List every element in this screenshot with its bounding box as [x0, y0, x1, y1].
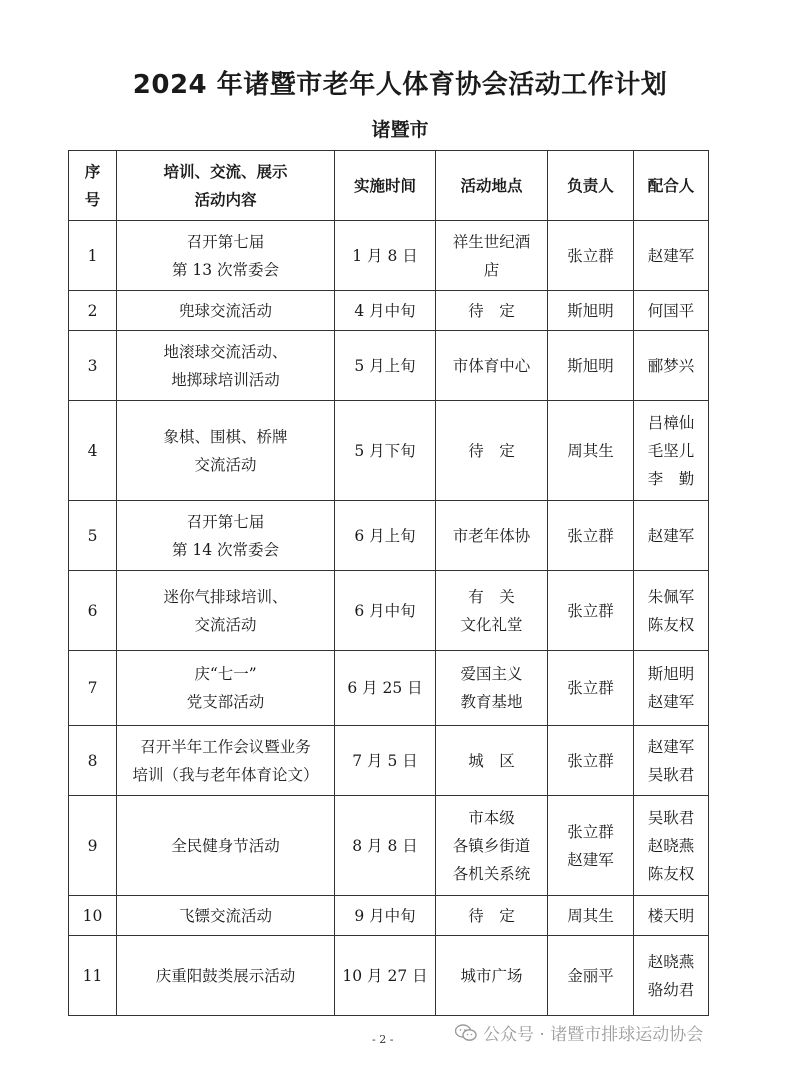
cell-assistant: 朱佩军 陈友权 — [634, 571, 709, 651]
cell-time: 9 月中旬 — [335, 896, 436, 936]
cell-index: 8 — [69, 726, 117, 796]
cell-location: 有 关 文化礼堂 — [436, 571, 548, 651]
cell-assistant: 赵建军 — [634, 501, 709, 571]
cell-owner: 张立群 — [548, 726, 634, 796]
cell-time: 5 月上旬 — [335, 331, 436, 401]
cell-time: 5 月下旬 — [335, 401, 436, 501]
cell-owner: 周其生 — [548, 401, 634, 501]
cell-activity: 全民健身节活动 — [117, 796, 335, 896]
cell-activity: 迷你气排球培训、 交流活动 — [117, 571, 335, 651]
document-title: 2024 年诸暨市老年人体育协会活动工作计划 — [132, 70, 668, 100]
header-activity: 培训、交流、展示 活动内容 — [117, 151, 335, 221]
cell-activity: 召开第七届 第 13 次常委会 — [117, 221, 335, 291]
cell-index: 4 — [69, 401, 117, 501]
table-header-row — [69, 151, 709, 221]
header-location: 活动地点 — [436, 151, 548, 221]
cell-assistant: 赵晓燕 骆幼君 — [634, 936, 709, 1016]
table-row — [69, 221, 709, 291]
header-assistant: 配合人 — [634, 151, 709, 221]
cell-index: 3 — [69, 331, 117, 401]
watermark-text: 公众号 · 诸暨市排球运动协会 — [483, 1025, 704, 1045]
cell-assistant: 赵建军 吴耿君 — [634, 726, 709, 796]
cell-activity: 庆“七一” 党支部活动 — [117, 651, 335, 726]
cell-location: 待 定 — [436, 896, 548, 936]
document-subtitle: 诸暨市 — [371, 119, 429, 141]
table-row — [69, 331, 709, 401]
cell-time: 6 月 25 日 — [335, 651, 436, 726]
cell-assistant: 郦梦兴 — [634, 331, 709, 401]
cell-assistant: 吕樟仙 毛坚儿 李 勤 — [634, 401, 709, 501]
cell-index: 1 — [69, 221, 117, 291]
cell-activity: 地滚球交流活动、 地掷球培训活动 — [117, 331, 335, 401]
table-row — [69, 501, 709, 571]
cell-activity: 召开第七届 第 14 次常委会 — [117, 501, 335, 571]
cell-location: 祥生世纪酒 店 — [436, 221, 548, 291]
cell-location: 待 定 — [436, 291, 548, 331]
cell-activity: 庆重阳鼓类展示活动 — [117, 936, 335, 1016]
cell-activity: 象棋、围棋、桥牌 交流活动 — [117, 401, 335, 501]
cell-location: 市体育中心 — [436, 331, 548, 401]
wechat-watermark — [455, 1020, 703, 1045]
header-index: 序 号 — [69, 151, 117, 221]
cell-time: 10 月 27 日 — [335, 936, 436, 1016]
cell-time: 4 月中旬 — [335, 291, 436, 331]
table-row — [69, 291, 709, 331]
table-row — [69, 571, 709, 651]
cell-location: 待 定 — [436, 401, 548, 501]
cell-owner: 张立群 — [548, 221, 634, 291]
header-owner: 负责人 — [548, 151, 634, 221]
wechat-icon — [455, 1024, 477, 1042]
cell-activity: 召开半年工作会议暨业务 培训（我与老年体育论文） — [117, 726, 335, 796]
table-row — [69, 796, 709, 896]
cell-owner: 斯旭明 — [548, 331, 634, 401]
cell-location: 市老年体协 — [436, 501, 548, 571]
cell-location: 爱国主义 教育基地 — [436, 651, 548, 726]
table-row — [69, 936, 709, 1016]
cell-owner: 斯旭明 — [548, 291, 634, 331]
cell-assistant: 何国平 — [634, 291, 709, 331]
cell-index: 9 — [69, 796, 117, 896]
activity-plan-table — [68, 150, 709, 1016]
cell-assistant: 斯旭明 赵建军 — [634, 651, 709, 726]
cell-index: 5 — [69, 501, 117, 571]
table-row — [69, 896, 709, 936]
cell-owner: 张立群 — [548, 651, 634, 726]
cell-location: 城市广场 — [436, 936, 548, 1016]
cell-activity: 飞镖交流活动 — [117, 896, 335, 936]
cell-owner: 周其生 — [548, 896, 634, 936]
cell-activity: 兜球交流活动 — [117, 291, 335, 331]
header-time: 实施时间 — [335, 151, 436, 221]
cell-owner: 张立群 — [548, 501, 634, 571]
cell-owner: 张立群 赵建军 — [548, 796, 634, 896]
cell-assistant: 吴耿君 赵晓燕 陈友权 — [634, 796, 709, 896]
cell-index: 7 — [69, 651, 117, 726]
cell-index: 10 — [69, 896, 117, 936]
cell-owner: 金丽平 — [548, 936, 634, 1016]
page-number: - 2 - — [372, 1033, 394, 1046]
cell-time: 1 月 8 日 — [335, 221, 436, 291]
cell-assistant: 赵建军 — [634, 221, 709, 291]
cell-index: 6 — [69, 571, 117, 651]
table-row — [69, 726, 709, 796]
cell-location: 市本级 各镇乡街道 各机关系统 — [436, 796, 548, 896]
cell-time: 7 月 5 日 — [335, 726, 436, 796]
cell-owner: 张立群 — [548, 571, 634, 651]
cell-index: 2 — [69, 291, 117, 331]
cell-time: 6 月上旬 — [335, 501, 436, 571]
cell-location: 城 区 — [436, 726, 548, 796]
table-row — [69, 651, 709, 726]
table-row — [69, 401, 709, 501]
cell-index: 11 — [69, 936, 117, 1016]
cell-assistant: 楼天明 — [634, 896, 709, 936]
cell-time: 8 月 8 日 — [335, 796, 436, 896]
cell-time: 6 月中旬 — [335, 571, 436, 651]
